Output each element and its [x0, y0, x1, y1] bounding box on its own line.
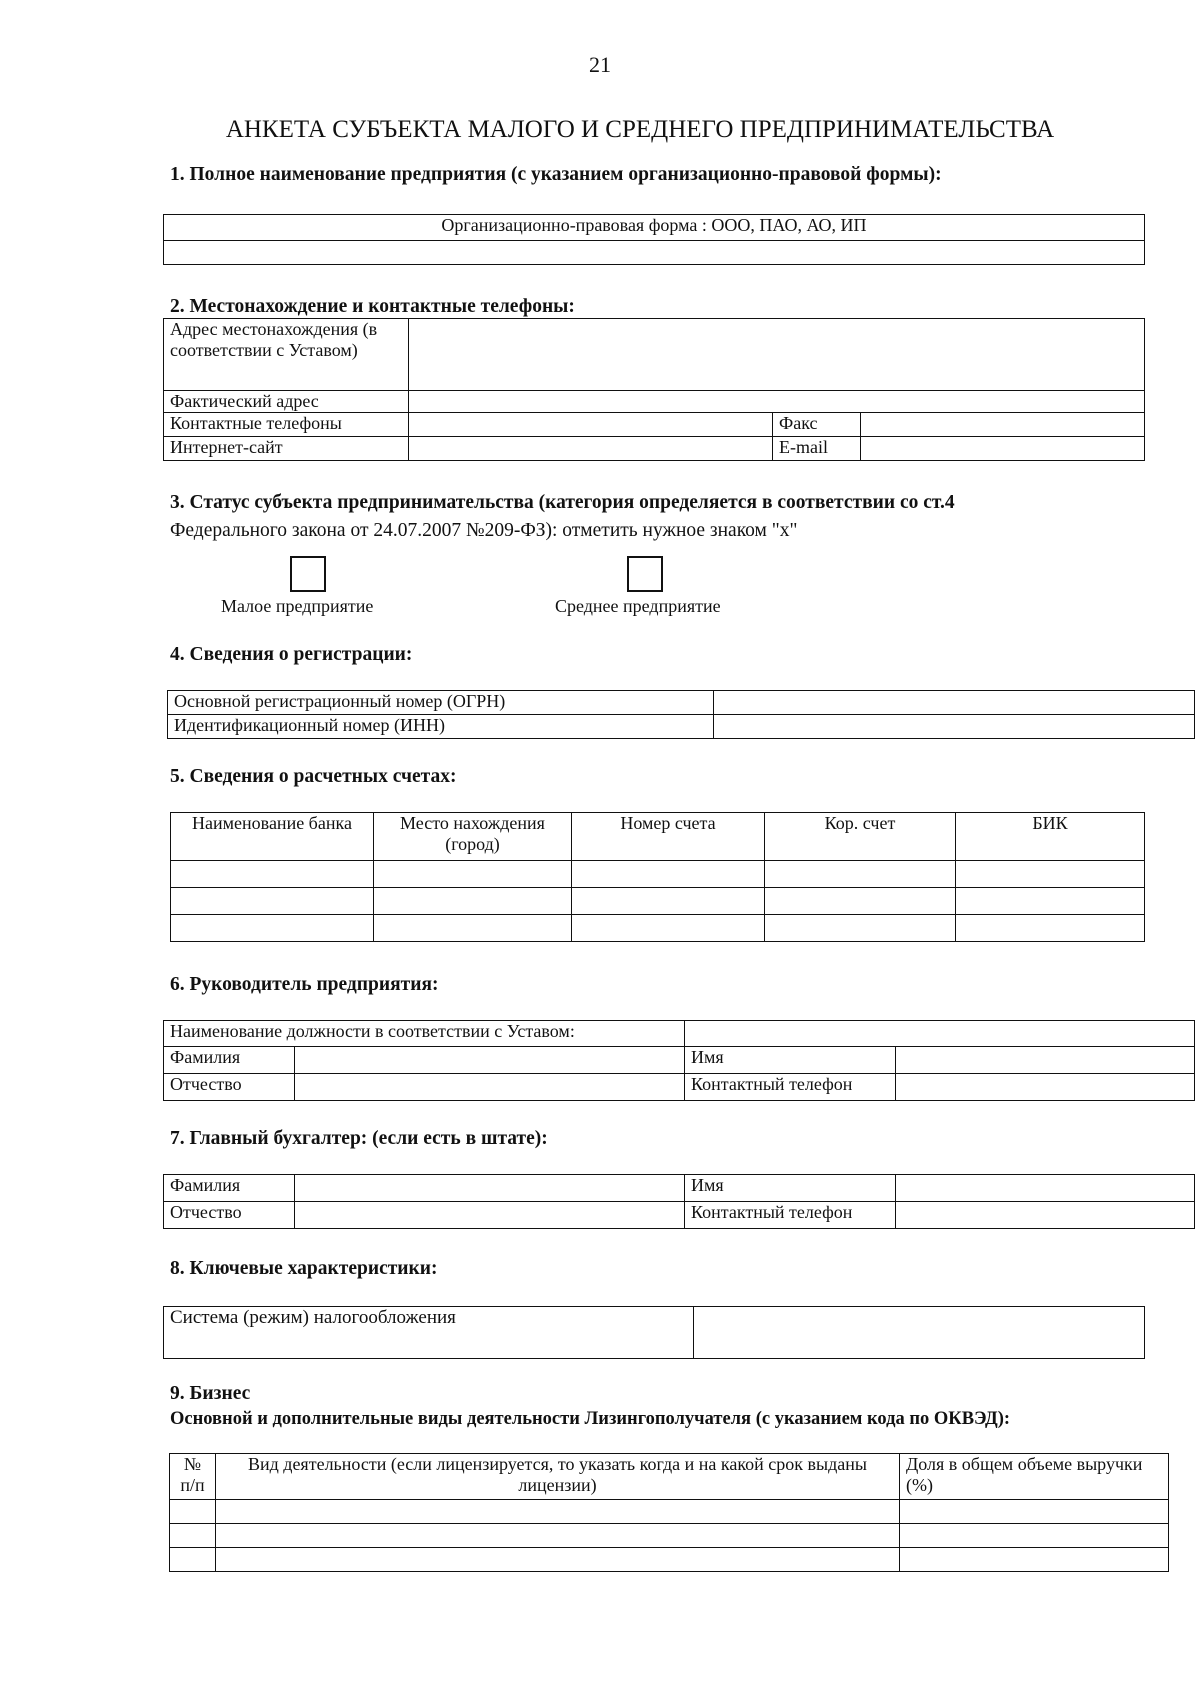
- col-bik: БИК: [956, 813, 1145, 861]
- website-field[interactable]: [409, 437, 773, 461]
- table-row: [171, 861, 1145, 888]
- director-phone-field[interactable]: [896, 1074, 1195, 1101]
- table-row: [171, 915, 1145, 942]
- website-label: Интернет-сайт: [164, 437, 409, 461]
- col-account-number: Номер счета: [572, 813, 765, 861]
- actual-address-field[interactable]: [409, 391, 1145, 413]
- section-3-line2: Федерального закона от 24.07.2007 №209-ФЗ): отметить нужное знаком "х": [170, 520, 798, 541]
- director-first-name-field[interactable]: [896, 1047, 1195, 1074]
- company-name-field[interactable]: [164, 241, 1145, 265]
- director-table: [163, 1020, 1195, 1101]
- medium-enterprise-label: Среднее предприятие: [555, 596, 721, 616]
- section-4-heading: 4. Сведения о регистрации:: [170, 644, 413, 665]
- form-title: АНКЕТА СУБЪЕКТА МАЛОГО И СРЕДНЕГО ПРЕДПРИНИМАТЕЛЬСТВА: [225, 116, 1055, 143]
- accountant-table: [163, 1174, 1195, 1229]
- legal-form-hint: Организационно-правовая форма : ООО, ПАО, АО, ИП: [164, 215, 1145, 241]
- section-9-heading: 9. Бизнес: [170, 1383, 251, 1404]
- col-activity: Вид деятельности (если лицензируется, то указать когда и на какой срок выданы лицензии): [216, 1454, 900, 1500]
- accountant-phone-label: Контактный телефон: [685, 1202, 896, 1229]
- section-3-line1: 3. Статус субъекта предпринимательства (категория определяется в соответствии со ст.4: [170, 492, 955, 513]
- tax-system-label: Система (режим) налогообложения: [164, 1307, 694, 1359]
- director-patronymic-label: Отчество: [164, 1074, 295, 1101]
- section-9-subheading: Основной и дополнительные виды деятельности Лизингополучателя (с указанием кода по ОКВЭД):: [170, 1409, 1011, 1429]
- director-position-field[interactable]: [685, 1021, 1195, 1047]
- director-first-name-label: Имя: [685, 1047, 896, 1074]
- ogrn-label: Основной регистрационный номер (ОГРН): [168, 691, 714, 715]
- bank-accounts-table: [170, 812, 1145, 942]
- director-patronymic-field[interactable]: [295, 1074, 685, 1101]
- director-last-name-label: Фамилия: [164, 1047, 295, 1074]
- section-3-heading: [170, 492, 955, 514]
- legal-address-field[interactable]: [409, 319, 1145, 391]
- accountant-last-name-label: Фамилия: [164, 1175, 295, 1202]
- page-number: 21: [589, 52, 611, 77]
- registration-table: [167, 690, 1195, 739]
- table-row: [171, 888, 1145, 915]
- key-characteristics-table: [163, 1306, 1145, 1359]
- email-field[interactable]: [861, 437, 1145, 461]
- director-last-name-field[interactable]: [295, 1047, 685, 1074]
- email-label: E-mail: [773, 437, 861, 461]
- section-6-heading: 6. Руководитель предприятия:: [170, 974, 439, 995]
- director-phone-label: Контактный телефон: [685, 1074, 896, 1101]
- col-bank-name: Наименование банка: [171, 813, 374, 861]
- location-contacts-table: [163, 318, 1145, 461]
- ogrn-field[interactable]: [714, 691, 1195, 715]
- section-7-heading: 7. Главный бухгалтер: (если есть в штате):: [170, 1128, 548, 1149]
- section-5-heading: 5. Сведения о расчетных счетах:: [170, 766, 457, 787]
- inn-field[interactable]: [714, 715, 1195, 739]
- table-row: [170, 1548, 1169, 1572]
- small-enterprise-label: Малое предприятие: [221, 596, 374, 616]
- company-name-table: [163, 214, 1145, 265]
- section-2-heading: 2. Местонахождение и контактные телефоны:: [170, 296, 575, 317]
- phones-label: Контактные телефоны: [164, 413, 409, 437]
- col-revenue-share: Доля в общем объеме выручки (%): [900, 1454, 1169, 1500]
- small-enterprise-checkbox[interactable]: [290, 556, 326, 592]
- actual-address-label: Фактический адрес: [164, 391, 409, 413]
- col-bank-location: Место нахождения (город): [374, 813, 572, 861]
- activities-table: [169, 1453, 1169, 1572]
- inn-label: Идентификационный номер (ИНН): [168, 715, 714, 739]
- table-row: [170, 1524, 1169, 1548]
- fax-field[interactable]: [861, 413, 1145, 437]
- col-corr-account: Кор. счет: [765, 813, 956, 861]
- accountant-patronymic-label: Отчество: [164, 1202, 295, 1229]
- accountant-first-name-label: Имя: [685, 1175, 896, 1202]
- fax-label: Факс: [773, 413, 861, 437]
- accountant-last-name-field[interactable]: [295, 1175, 685, 1202]
- accountant-first-name-field[interactable]: [896, 1175, 1195, 1202]
- medium-enterprise-checkbox[interactable]: [627, 556, 663, 592]
- accountant-patronymic-field[interactable]: [295, 1202, 685, 1229]
- director-position-label: Наименование должности в соответствии с Уставом:: [164, 1021, 685, 1047]
- accountant-phone-field[interactable]: [896, 1202, 1195, 1229]
- section-8-heading: 8. Ключевые характеристики:: [170, 1258, 438, 1279]
- table-row: [170, 1500, 1169, 1524]
- col-number: № п/п: [170, 1454, 216, 1500]
- phones-field[interactable]: [409, 413, 773, 437]
- tax-system-field[interactable]: [694, 1307, 1145, 1359]
- legal-address-label: Адрес местонахождения (в соответствии с Уставом): [164, 319, 409, 391]
- section-1-heading: 1. Полное наименование предприятия (с указанием организационно-правовой формы):: [170, 164, 942, 185]
